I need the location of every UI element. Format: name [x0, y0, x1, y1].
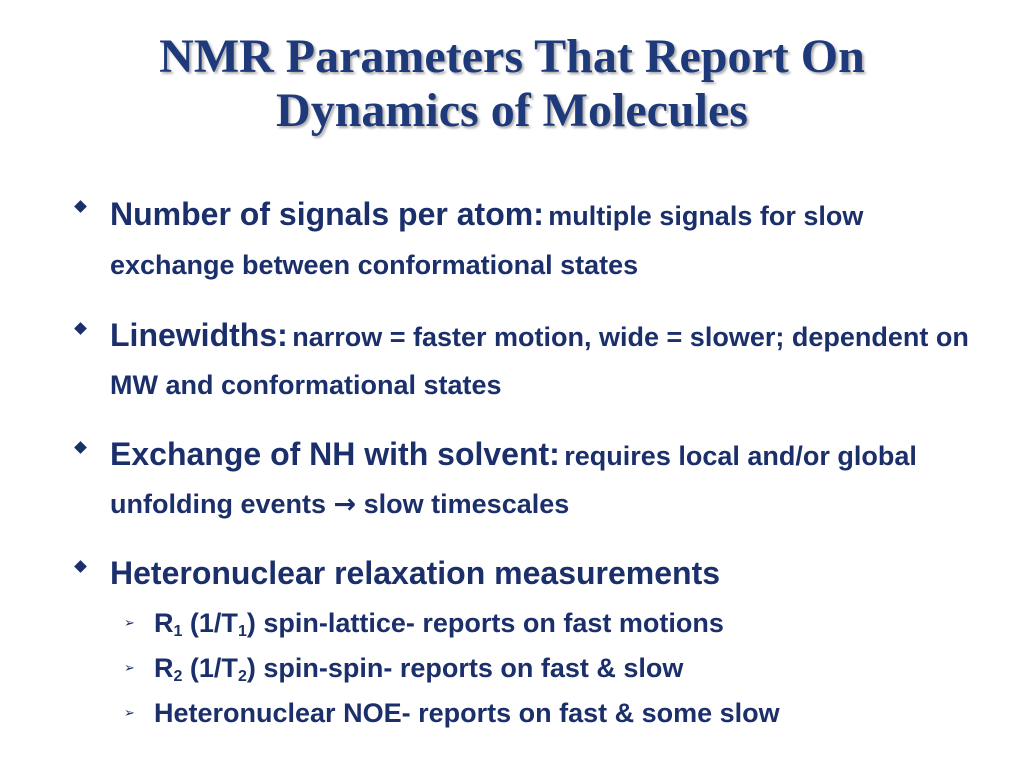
bullet-signals — [72, 192, 972, 292]
subitem-paren: (1/T — [189, 608, 238, 638]
bullet-lead: Heteronuclear relaxation measurements — [110, 555, 721, 591]
right-arrow-icon: → — [333, 489, 357, 520]
bullet-lead: Exchange of NH with solvent: — [110, 436, 560, 472]
subitem-prefix-sub: 2 — [173, 668, 183, 685]
bullet-lead: Linewidths: — [110, 317, 288, 353]
bullet-text-b: slow timescales — [363, 489, 570, 519]
subitem-prefix-sub: 1 — [173, 623, 183, 640]
subitem-paren: (1/T — [189, 653, 238, 683]
diamond-bullet-icon — [74, 322, 87, 335]
bullet-list — [72, 192, 972, 733]
slide-title — [0, 30, 1024, 138]
bullet-relaxation — [72, 552, 972, 601]
diamond-bullet-icon — [74, 200, 87, 213]
subitem-text: spin-lattice- reports on fast motions — [263, 608, 724, 638]
subitem-paren-close: ) — [246, 653, 256, 683]
subitem-text: spin-spin- reports on fast & slow — [263, 653, 684, 683]
subitem-r1 — [72, 603, 972, 648]
bullet-exchange — [72, 433, 972, 530]
subitem-paren-sub: 2 — [237, 668, 247, 685]
title-line-1: NMR Parameters That Report On — [159, 30, 865, 83]
subitem-prefix: R — [154, 653, 174, 683]
arrow-bullet-icon: ➢ — [124, 661, 135, 676]
subitem-noe — [72, 693, 972, 733]
subitem-prefix: R — [154, 608, 174, 638]
subitem-text: Heteronuclear NOE- reports on fast & some slow — [154, 698, 780, 728]
subitem-r2 — [72, 648, 972, 693]
bullet-text-a: requires local and/or global unfolding events — [110, 441, 917, 519]
arrow-bullet-icon: ➢ — [124, 616, 135, 631]
diamond-bullet-icon — [74, 560, 87, 573]
diamond-bullet-icon — [74, 441, 87, 454]
subitem-paren-close: ) — [246, 608, 256, 638]
title-line-2: Dynamics of Molecules — [276, 84, 748, 137]
bullet-text: narrow = faster motion, wide = slower; dependent on MW and conformational states — [110, 322, 969, 400]
bullet-linewidths — [72, 314, 972, 411]
bullet-text: multiple signals for slow exchange between conformational states — [110, 201, 864, 280]
bullet-lead: Number of signals per atom: — [110, 196, 544, 232]
arrow-bullet-icon: ➢ — [124, 706, 135, 721]
subitem-paren-sub: 1 — [237, 623, 247, 640]
